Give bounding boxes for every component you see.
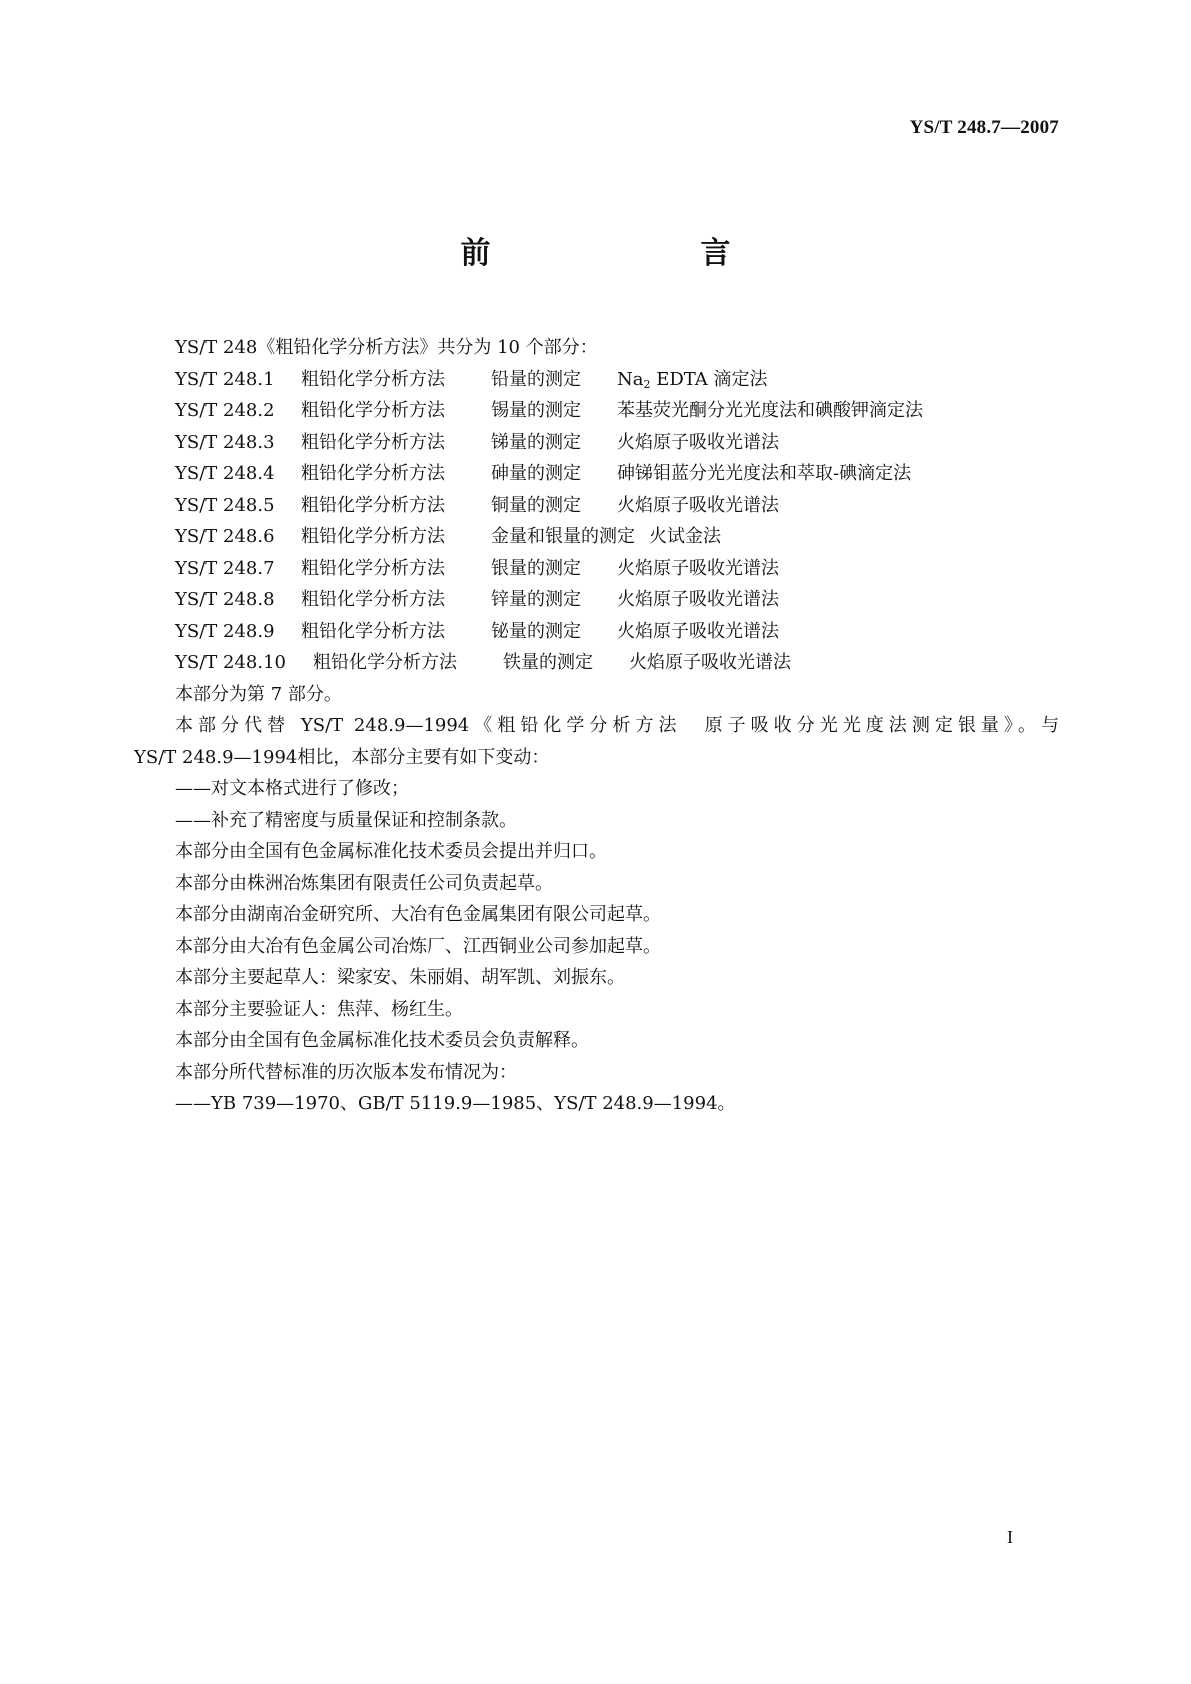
part-method: 火焰原子吸收光谱法 [629, 652, 791, 673]
drafted-paragraph: 本部分由湖南冶金研究所、大冶有色金属集团有限公司起草。 [175, 904, 661, 925]
part-method: 火焰原子吸收光谱法 [617, 494, 779, 516]
responsible-paragraph: 本部分由株洲冶炼集团有限责任公司负责起草。 [175, 872, 553, 894]
part-subject: 银量的测定 [491, 557, 581, 579]
part-code: YS/T 248.4 [175, 463, 275, 484]
part-item [134, 364, 1059, 396]
part-item [134, 427, 1059, 459]
part-subject: 锌量的测定 [491, 589, 581, 610]
part-method: 火焰原子吸收光谱法 [617, 620, 779, 642]
part-code: YS/T 248.2 [175, 400, 275, 421]
proposed-paragraph: 本部分由全国有色金属标准化技术委员会提出并归口。 [175, 841, 607, 862]
part-item [134, 458, 1059, 490]
part-item [134, 490, 1059, 522]
part-series: 粗铅化学分析方法 [313, 652, 457, 673]
page-number: I [1007, 1527, 1013, 1547]
part-item [134, 521, 1059, 553]
parts-list [134, 364, 1059, 679]
replace-paragraph-line1: 本部分代替 YS/T 248.9—1994《粗铅化学分析方法 原子吸收分光光度法测定银量》。与 [175, 715, 1059, 736]
foreword-body [134, 332, 1059, 1120]
verifiers-paragraph: 本部分主要验证人：焦萍、杨红生。 [175, 998, 463, 1020]
part-method: 火试金法 [649, 526, 721, 547]
part-item [134, 395, 1059, 427]
part-method: 砷锑钼蓝分光光度法和萃取-碘滴定法 [617, 463, 912, 484]
part-code: YS/T 248.8 [175, 589, 275, 610]
this-part-paragraph: 本部分为第 7 部分。 [175, 683, 342, 705]
part-method: 苯基荧光酮分光光度法和碘酸钾滴定法 [617, 400, 923, 421]
change-item: ——对文本格式进行了修改； [175, 778, 409, 799]
method-subscript: 2 [643, 377, 651, 391]
part-code: YS/T 248.9 [175, 620, 275, 642]
part-item [134, 616, 1059, 648]
part-code: YS/T 248.3 [175, 431, 275, 453]
method-text: EDTA 滴定法 [650, 368, 768, 390]
part-subject: 锡量的测定 [491, 400, 581, 421]
part-item [134, 647, 1059, 679]
part-code: YS/T 248.7 [175, 557, 275, 579]
intro-paragraph: YS/T 248《粗铅化学分析方法》共分为 10 个部分： [175, 337, 598, 358]
part-method: 火焰原子吸收光谱法 [617, 589, 779, 610]
part-subject: 金量和银量的测定 [491, 526, 635, 547]
history-intro-paragraph: 本部分所代替标准的历次版本发布情况为： [175, 1061, 517, 1083]
part-item [134, 553, 1059, 585]
part-subject: 铋量的测定 [491, 620, 581, 642]
replace-paragraph-line2: YS/T 248.9—1994相比，本部分主要有如下变动： [134, 746, 550, 768]
part-series: 粗铅化学分析方法 [301, 431, 445, 453]
part-series: 粗铅化学分析方法 [301, 463, 445, 484]
part-series: 粗铅化学分析方法 [301, 620, 445, 642]
part-series: 粗铅化学分析方法 [301, 400, 445, 421]
part-subject: 锑量的测定 [491, 431, 581, 453]
page-title: 前 言 [460, 236, 781, 271]
method-formula: Na [617, 368, 644, 390]
part-series: 粗铅化学分析方法 [301, 368, 445, 390]
part-subject: 铁量的测定 [503, 652, 593, 673]
interpret-paragraph: 本部分由全国有色金属标准化技术委员会负责解释。 [175, 1030, 589, 1051]
part-subject: 砷量的测定 [491, 463, 581, 484]
part-method [617, 364, 768, 396]
standard-code-header: YS/T 248.7—2007 [909, 117, 1059, 138]
part-series: 粗铅化学分析方法 [301, 557, 445, 579]
change-item: ——补充了精密度与质量保证和控制条款。 [175, 809, 517, 831]
part-code: YS/T 248.1 [175, 368, 275, 390]
part-series: 粗铅化学分析方法 [301, 526, 445, 547]
history-item: ——YB 739—1970、GB/T 5119.9—1985、YS/T 248.9—1994。 [175, 1093, 736, 1114]
part-method: 火焰原子吸收光谱法 [617, 431, 779, 453]
part-code: YS/T 248.5 [175, 494, 275, 516]
part-code: YS/T 248.6 [175, 526, 275, 547]
part-subject: 铜量的测定 [491, 494, 581, 516]
part-item [134, 584, 1059, 616]
part-method: 火焰原子吸收光谱法 [617, 557, 779, 579]
drafters-paragraph: 本部分主要起草人：梁家安、朱丽娟、胡军凯、刘振东。 [175, 967, 625, 988]
part-subject: 铅量的测定 [491, 368, 581, 390]
part-series: 粗铅化学分析方法 [301, 589, 445, 610]
part-series: 粗铅化学分析方法 [301, 494, 445, 516]
participated-paragraph: 本部分由大冶有色金属公司冶炼厂、江西铜业公司参加起草。 [175, 935, 661, 957]
part-code: YS/T 248.10 [175, 652, 286, 673]
